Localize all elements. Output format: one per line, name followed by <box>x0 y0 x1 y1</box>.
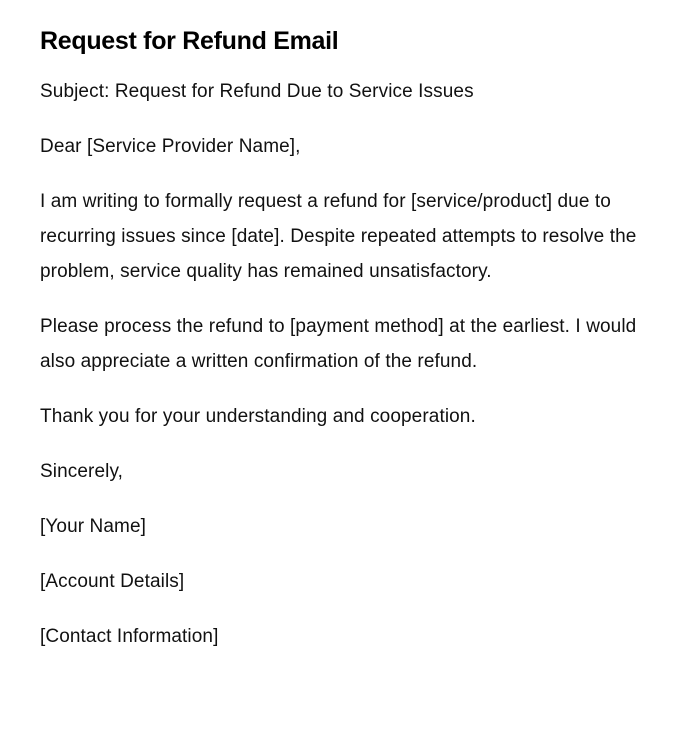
email-body-paragraph-2: Please process the refund to [payment method] at the earliest. I would also appreciate a written confirmation of the refund. <box>40 316 637 372</box>
email-greeting: Dear [Service Provider Name], <box>40 136 301 157</box>
document-title: Request for Refund Email <box>40 27 339 55</box>
account-details: [Account Details] <box>40 571 185 592</box>
email-body-paragraph-1: I am writing to formally request a refund for [service/product] due to recurring issues since [date]. Despite repeated attempts to resolve the problem, service quality has remained unsatisfactory. <box>40 191 637 282</box>
email-template-document <box>40 24 650 674</box>
email-subject: Subject: Request for Refund Due to Service Issues <box>40 81 474 102</box>
sender-name: [Your Name] <box>40 516 147 537</box>
email-closing: Sincerely, <box>40 461 124 482</box>
email-thanks: Thank you for your understanding and cooperation. <box>40 406 476 427</box>
contact-information: [Contact Information] <box>40 626 219 647</box>
